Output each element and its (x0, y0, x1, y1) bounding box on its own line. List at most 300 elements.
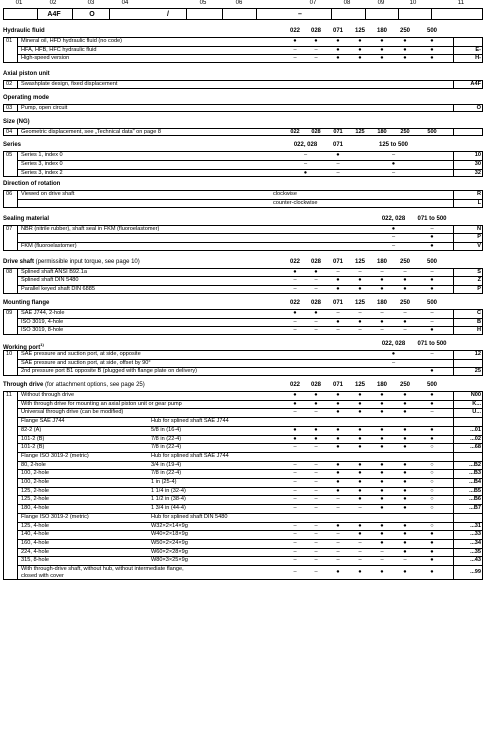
availability-cell: ● (336, 487, 340, 494)
option-row (3, 268, 483, 277)
availability-cell: – (314, 277, 318, 284)
availability-cell: ● (358, 435, 362, 442)
availability-cell: ● (293, 392, 297, 399)
availability-cell: – (314, 569, 318, 576)
order-code: V (477, 243, 481, 250)
availability-cell: ● (314, 426, 318, 433)
option-row (3, 565, 483, 580)
code-divider (453, 80, 454, 89)
availability-cell: – (314, 286, 318, 293)
option-row (3, 199, 483, 208)
availability-cell: ● (430, 435, 434, 442)
availability-cell: ● (314, 38, 318, 44)
group-col-header: 022, 028 (381, 215, 406, 222)
availability-cell: – (314, 522, 318, 529)
availability-cell: ● (336, 55, 340, 62)
code-divider (453, 151, 454, 177)
option-row (3, 37, 483, 46)
availability-cell: ● (403, 286, 407, 293)
code-a4f: A4F (47, 10, 61, 18)
availability-cell: ● (358, 277, 362, 284)
section-title-text: Series (3, 142, 22, 149)
option-row (3, 539, 483, 548)
availability-cell: – (380, 327, 384, 334)
size-col-header: 028 (310, 299, 322, 306)
option-row (3, 160, 483, 169)
availability-cell: ● (358, 461, 362, 468)
availability-cell: ● (430, 38, 434, 44)
section-number: 11 (6, 392, 12, 399)
availability-cell: ● (403, 46, 407, 53)
availability-cell: ● (430, 569, 434, 576)
availability-cell: ● (336, 318, 340, 325)
size-col-header: 180 (376, 382, 388, 389)
position-code-boxes (3, 8, 483, 20)
row-divider (17, 495, 483, 496)
size-col-header: 250 (399, 382, 411, 389)
section-title (3, 179, 483, 190)
availability-cell: ● (380, 461, 384, 468)
size-col-header: 125 (354, 382, 366, 389)
number-divider (17, 309, 18, 335)
availability-cell: ● (336, 569, 340, 576)
availability-cell: ● (336, 286, 340, 293)
availability-cell: 125 (355, 128, 365, 135)
option-text: Series 1, index 0 (21, 152, 63, 159)
availability-cell: – (314, 487, 318, 494)
row-divider (17, 504, 483, 505)
section-number: 08 (6, 268, 13, 275)
subheader-row (3, 452, 483, 461)
availability-cell: – (430, 409, 434, 416)
code-dash: – (298, 10, 302, 18)
order-code: B (476, 318, 481, 325)
option-row (3, 522, 483, 531)
availability-cell: ● (403, 496, 407, 503)
availability-cell: ● (314, 400, 318, 407)
position-number: 07 (309, 0, 317, 6)
availability-cell: ● (358, 55, 362, 62)
option-text: 2nd pressure port B1 opposite B (plugged with flange plate on delivery) (21, 368, 198, 375)
order-code: ...02 (470, 435, 481, 442)
availability-cell: ● (358, 46, 362, 53)
availability-cell: – (391, 169, 396, 176)
header-divider (222, 9, 223, 19)
availability-cell: – (336, 268, 340, 275)
availability-cell: ● (336, 470, 340, 477)
availability-cell: ● (336, 46, 340, 53)
section-01 (3, 26, 483, 62)
order-code: ...B2 (469, 461, 481, 468)
row-divider (17, 400, 483, 401)
hub-text: Hub for splined shaft SAE J744 (151, 452, 229, 459)
availability-cell: ● (380, 569, 384, 576)
availability-cell: ● (336, 522, 340, 529)
availability-cell: – (430, 309, 434, 316)
position-number: 09 (377, 0, 385, 6)
section-title (3, 69, 483, 80)
option-text: Viewed on drive shaft (21, 191, 75, 198)
order-code: ...34 (470, 539, 481, 546)
availability-cell: ○ (430, 444, 434, 451)
section-number: 07 (6, 225, 13, 232)
section-title (3, 339, 483, 350)
code-divider (453, 190, 454, 207)
availability-cell: ● (358, 392, 362, 399)
row-divider (17, 359, 483, 360)
availability-cell: ● (403, 444, 407, 451)
availability-cell: 250 (400, 128, 410, 135)
option-row (3, 391, 483, 400)
availability-cell: – (314, 444, 318, 451)
availability-cell: – (293, 539, 297, 546)
row-divider (17, 318, 483, 319)
row-divider (17, 46, 483, 47)
order-code: ...33 (470, 531, 481, 538)
availability-cell: ● (293, 38, 297, 44)
row-divider (17, 530, 483, 531)
option-text: FKM (fluoroelastomer) (21, 243, 77, 250)
availability-cell: ● (403, 409, 407, 416)
order-code: E- (475, 46, 481, 53)
group-col-header: 125 to 500 (378, 142, 409, 149)
availability-cell: ● (380, 531, 384, 538)
row-divider (17, 199, 483, 200)
option-text: 315, 8-hole (21, 557, 49, 564)
order-code: C (476, 309, 481, 316)
availability-cell: – (293, 496, 297, 503)
availability-cell: ● (430, 55, 434, 62)
order-code: 30 (474, 160, 481, 167)
option-row (3, 242, 483, 251)
option-row (3, 478, 483, 487)
availability-cell: ● (358, 470, 362, 477)
availability-cell: – (303, 152, 308, 159)
availability-cell: – (358, 309, 362, 316)
size-col-header: 028 (310, 258, 322, 265)
order-code: L (477, 199, 481, 206)
option-text: Universal through drive (can be modified) (21, 409, 124, 416)
availability-cell: 028 (311, 128, 321, 135)
order-code: P (477, 234, 481, 241)
size-col-header: 125 (354, 28, 366, 34)
availability-cell: – (293, 286, 297, 293)
section-08 (3, 257, 483, 293)
option-row (3, 469, 483, 478)
header-divider (186, 9, 187, 19)
option-text: Mineral oil, HFD hydraulic fluid (no code) (21, 38, 123, 44)
availability-cell: – (293, 444, 297, 451)
option-row (3, 285, 483, 294)
row-divider (17, 326, 483, 327)
option-text: High-speed version (21, 55, 70, 62)
availability-cell: – (314, 409, 318, 416)
availability-cell: ● (403, 522, 407, 529)
section-09 (3, 298, 483, 334)
size-col-header: 180 (376, 299, 388, 306)
option-row (3, 54, 483, 63)
availability-cell: 071 (333, 128, 343, 135)
availability-cell: – (314, 539, 318, 546)
availability-cell: ● (293, 400, 297, 407)
position-number: 01 (15, 0, 23, 6)
hub-text: 7/8 in (22-4) (151, 444, 182, 451)
availability-cell: ○ (430, 479, 434, 486)
availability-cell: ● (430, 234, 434, 241)
availability-cell: ● (336, 444, 340, 451)
availability-cell: – (293, 487, 297, 494)
availability-cell: – (380, 268, 384, 275)
availability-cell: ● (314, 309, 318, 316)
section-number: 03 (6, 104, 13, 111)
availability-cell: – (293, 522, 297, 529)
availability-cell: ● (403, 318, 407, 325)
order-code: N00 (470, 392, 481, 399)
row-divider (17, 417, 483, 418)
availability-cell: ● (403, 38, 407, 44)
availability-cell: ● (430, 557, 434, 564)
section-title (3, 380, 483, 391)
availability-cell: – (314, 479, 318, 486)
size-col-header: 022 (289, 299, 301, 306)
section-07 (3, 214, 483, 250)
header-divider (331, 9, 332, 19)
size-col-header: 022 (289, 28, 301, 34)
number-divider (17, 225, 18, 251)
availability-cell: ● (430, 400, 434, 407)
option-row (3, 400, 483, 409)
order-code: ...99 (470, 569, 481, 576)
option-text: 100, 2-hole (21, 479, 49, 486)
option-row (3, 326, 483, 335)
row-divider (17, 435, 483, 436)
availability-cell: ● (403, 531, 407, 538)
order-code: ...01 (470, 426, 481, 433)
availability-cell: – (303, 160, 308, 167)
header-divider (398, 9, 399, 19)
row-divider (17, 548, 483, 549)
availability-cell: ● (358, 496, 362, 503)
section-02 (3, 69, 483, 88)
option-text: Flange ISO 3019-2 (metric) (21, 452, 89, 459)
availability-cell: ● (403, 539, 407, 546)
size-col-header: 500 (426, 382, 438, 389)
section-title-text: Direction of rotation (3, 181, 61, 188)
position-numbers (3, 0, 483, 8)
section-title (3, 140, 483, 151)
availability-cell: ○ (430, 496, 434, 503)
section-title (3, 298, 483, 309)
option-row (3, 169, 483, 178)
availability-cell: – (391, 152, 396, 159)
section-title-text: Operating mode (3, 94, 50, 101)
availability-cell: ● (403, 470, 407, 477)
availability-cell: ● (358, 286, 362, 293)
header-divider (256, 9, 257, 19)
availability-cell: – (293, 531, 297, 538)
option-text: Flange SAE J744 (21, 418, 65, 425)
rotation-option: clockwise (273, 191, 297, 198)
availability-cell: – (293, 318, 297, 325)
hub-text: 1 in (25-4) (151, 479, 177, 486)
code-divider (453, 104, 454, 113)
option-text: With through-drive shaft, without hub, without intermediate flange, closed with cover (21, 565, 184, 579)
option-row (3, 318, 483, 327)
availability-cell: ● (358, 531, 362, 538)
availability-cell: – (358, 557, 362, 564)
availability-cell: ● (336, 461, 340, 468)
code-o: O (89, 10, 95, 18)
order-code: ...B3 (469, 470, 481, 477)
availability-cell: – (314, 461, 318, 468)
availability-cell: ● (358, 522, 362, 529)
order-code: 12 (474, 351, 481, 357)
row-divider (17, 461, 483, 462)
availability-cell: – (293, 277, 297, 284)
row-divider (17, 367, 483, 368)
availability-cell: ● (380, 392, 384, 399)
availability-cell: ● (380, 318, 384, 325)
size-col-header: 071 (332, 258, 344, 265)
availability-cell: ● (358, 318, 362, 325)
size-col-header: 500 (426, 258, 438, 265)
option-text: Splined shaft ANSI B92.1a (21, 268, 87, 275)
number-divider (17, 80, 18, 89)
section-number: 06 (6, 191, 13, 198)
hub-text: 1 3/4 in (44-4) (151, 505, 186, 512)
availability-cell: ● (430, 539, 434, 546)
section-note: (permissible input torque, see page 10) (34, 258, 140, 265)
availability-cell: – (430, 268, 434, 275)
option-row (3, 359, 483, 368)
availability-cell: ○ (430, 470, 434, 477)
availability-cell: ● (380, 400, 384, 407)
option-text: Pump, open circuit (21, 104, 68, 111)
availability-cell: – (403, 268, 407, 275)
availability-cell: ● (336, 152, 340, 159)
header-divider (365, 9, 366, 19)
availability-cell: – (336, 327, 340, 334)
group-col-header: 022, 028 (381, 341, 406, 347)
number-divider (17, 268, 18, 294)
option-text: 101-2 (B) (21, 435, 45, 442)
order-code: Z (477, 277, 481, 284)
availability-cell: – (293, 569, 297, 576)
availability-cell: – (336, 169, 340, 176)
availability-cell: ● (380, 409, 384, 416)
availability-cell: – (403, 327, 407, 334)
availability-cell: ● (403, 400, 407, 407)
option-text: 82-2 (A) (21, 426, 42, 433)
availability-cell: ● (380, 435, 384, 442)
availability-cell: 022 (290, 128, 300, 135)
option-text: SAE pressure and suction port, at side, opposite (21, 351, 141, 357)
availability-cell: – (358, 539, 362, 546)
availability-cell: ● (358, 38, 362, 44)
availability-cell: – (314, 470, 318, 477)
availability-cell: – (314, 557, 318, 564)
section-title (3, 117, 483, 128)
availability-cell: – (380, 548, 384, 555)
option-text: ISO 3019, 8-hole (21, 327, 64, 334)
subheader-row (3, 513, 483, 522)
order-code: K... (472, 400, 481, 407)
availability-cell: ● (430, 368, 434, 375)
availability-cell: ● (336, 426, 340, 433)
availability-cell: – (314, 318, 318, 325)
availability-cell: ● (391, 160, 396, 167)
availability-cell: – (391, 234, 396, 241)
size-col-header: 028 (310, 28, 322, 34)
option-text: Series 3, index 2 (21, 169, 63, 176)
size-col-header: 250 (399, 28, 411, 34)
section-title-text: Mounting flange (3, 299, 50, 306)
row-divider (17, 478, 483, 479)
option-row (3, 46, 483, 55)
option-text: With through drive for mounting an axial piston unit or gear pump (21, 400, 182, 407)
option-text: HFA, HFB, HFC hydraulic fluid (21, 46, 97, 53)
number-divider (17, 151, 18, 177)
order-code: U... (472, 409, 481, 416)
availability-cell: – (336, 309, 340, 316)
row-divider (17, 276, 483, 277)
option-row (3, 443, 483, 452)
number-divider (17, 190, 18, 207)
availability-cell: ● (430, 548, 434, 555)
order-code: H- (475, 55, 481, 62)
section-number: 09 (6, 309, 13, 316)
availability-cell: ● (380, 426, 384, 433)
availability-cell: – (430, 225, 434, 232)
availability-cell: ● (430, 243, 434, 250)
row-divider (17, 443, 483, 444)
position-number: 06 (235, 0, 243, 6)
availability-cell: ● (380, 496, 384, 503)
position-number: 10 (409, 0, 417, 6)
row-divider (17, 408, 483, 409)
option-row (3, 504, 483, 513)
availability-cell: – (314, 531, 318, 538)
size-col-header: 180 (376, 28, 388, 34)
availability-cell: ● (336, 409, 340, 416)
availability-cell: – (293, 470, 297, 477)
hub-text: 3/4 in (19-4) (151, 461, 182, 468)
section-title (3, 26, 483, 37)
hub-text: W60×2×28×9g (151, 548, 188, 555)
size-col-header: 250 (399, 258, 411, 265)
option-text: SAE pressure and suction port, at side, offset by 90° (21, 359, 151, 366)
position-number: 05 (199, 0, 207, 6)
order-code: R (476, 191, 481, 198)
availability-cell: ● (403, 55, 407, 62)
order-code: ...35 (470, 548, 481, 555)
order-code: ...B5 (469, 487, 481, 494)
order-code-header (3, 0, 483, 20)
section-03 (3, 93, 483, 111)
row-divider (17, 522, 483, 523)
option-text: Geometric displacement, see „Technical data" on page 8 (21, 128, 162, 135)
option-row (3, 530, 483, 539)
row-divider (17, 169, 483, 170)
availability-cell: ● (380, 522, 384, 529)
option-row (3, 190, 483, 199)
availability-cell: – (314, 505, 318, 512)
availability-cell: ● (430, 327, 434, 334)
availability-cell: ○ (430, 522, 434, 529)
row-divider (17, 556, 483, 557)
availability-cell: – (314, 496, 318, 503)
number-divider (17, 104, 18, 113)
